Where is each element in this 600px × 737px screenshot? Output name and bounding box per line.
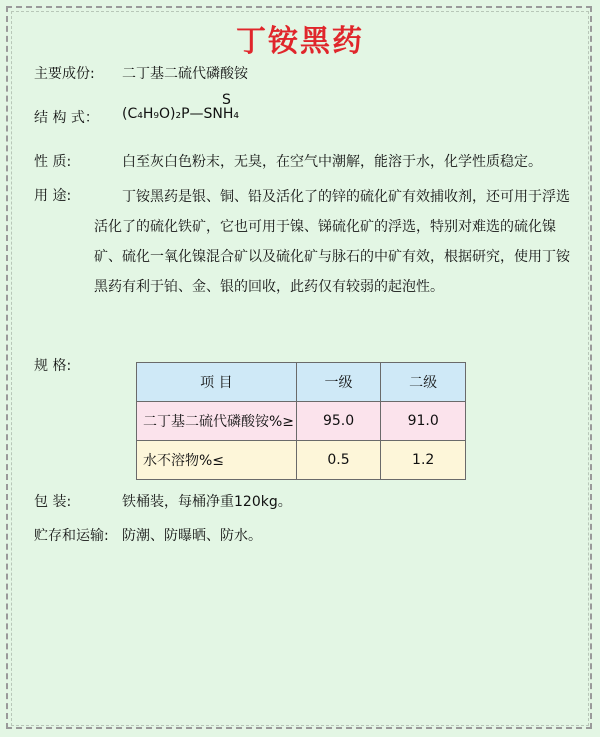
usage-label: 用 途: bbox=[34, 188, 72, 204]
formula-sulfur-top: S bbox=[222, 92, 231, 108]
table-row bbox=[137, 402, 466, 441]
page-title: 丁铵黑药 bbox=[236, 24, 364, 59]
row-grade1: 95.0 bbox=[296, 402, 381, 441]
composition-label: 主要成份: bbox=[34, 66, 95, 82]
property-value: 白至灰白色粉末，无臭，在空气中潮解，能溶于水，化学性质稳定。 bbox=[122, 154, 542, 170]
formula-main: (C₄H₉O)₂P—SNH₄ bbox=[122, 106, 240, 122]
row-grade2: 91.0 bbox=[381, 402, 466, 441]
composition-value: 二丁基二硫代磷酸铵 bbox=[122, 66, 248, 82]
header-grade2: 二级 bbox=[381, 363, 466, 402]
spec-table bbox=[136, 362, 466, 480]
storage-value: 防潮、防曝晒、防水。 bbox=[122, 528, 262, 544]
row-grade2: 1.2 bbox=[381, 441, 466, 480]
structure-label: 结 构 式： bbox=[34, 110, 99, 126]
usage-value: 丁铵黑药是银、铜、铅及活化了的锌的硫化矿有效捕收剂，还可用于浮选活化了的硫化铁矿，它也可用于镍、锑硫化矿的浮选，特别对难选的硫化镍矿、硫化一氧化镍混合矿以及硫化矿与脉石的中矿有效，根据研究，使用丁铵黑药有利于铂、金、银的回收，此药仅有较弱的起泡性。 bbox=[94, 189, 570, 295]
row-grade1: 0.5 bbox=[296, 441, 381, 480]
table-row bbox=[137, 441, 466, 480]
row-name: 水不溶物%≤ bbox=[137, 441, 297, 480]
spec-table-header bbox=[137, 363, 466, 402]
packing-label: 包 装: bbox=[34, 494, 72, 510]
spec-label: 规 格: bbox=[34, 358, 72, 374]
header-grade1: 一级 bbox=[296, 363, 381, 402]
row-name: 二丁基二硫代磷酸铵%≥ bbox=[137, 402, 297, 441]
structure-formula bbox=[122, 92, 342, 140]
property-label: 性 质: bbox=[34, 154, 72, 170]
header-item: 项 目 bbox=[137, 363, 297, 402]
packing-value: 铁桶装，每桶净重120kg。 bbox=[122, 494, 292, 510]
storage-label: 贮存和运输: bbox=[34, 528, 109, 544]
